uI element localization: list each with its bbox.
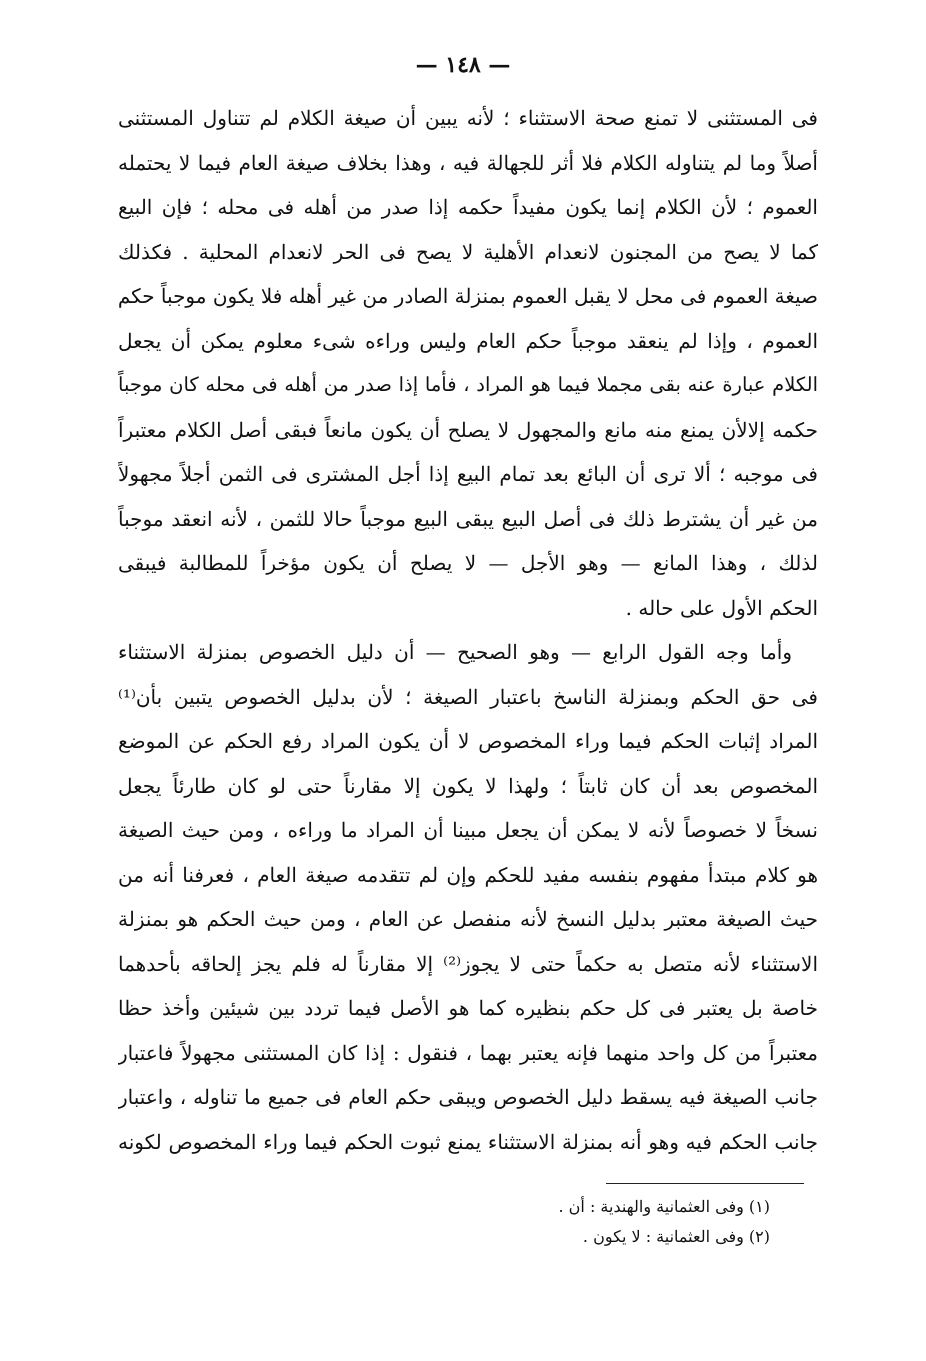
footnote: (٢) وفى العثمانية : لا يكون . xyxy=(582,1227,770,1246)
footnotes xyxy=(300,1192,770,1252)
text-line: العموم ، وإذا لم ينعقد موجباً حكم العام وليس وراءه شىء معلوم يمكن أن يجعل xyxy=(118,328,818,353)
text-line: الكلام عبارة عنه بقى مجملا فيما هو المراد ، فأما إذا صدر من أهله فى محله كان موجباً xyxy=(118,373,818,396)
text-line: هو كلام مبتدأ مفهوم بنفسه مفيد للحكم وإن لم تتقدمه صيغة العام ، فعرفنا أنه من xyxy=(118,862,818,887)
text-line: المخصوص بعد أن كان ثابتاً ؛ ولهذا لا يكون إلا مقارناً حتى لو كان طارئاً يجعل xyxy=(118,773,818,798)
text-line: جانب الصيغة فيه يسقط دليل الخصوص ويبقى حكم العام فى جميع ما تناوله ، واعتبار xyxy=(118,1085,818,1109)
text-line: فى المستثنى لا تمنع صحة الاستثناء ؛ لأنه يبين أن صيغة الكلام لم تتناول المستثنى xyxy=(118,106,818,130)
text-line: فى حق الحكم وبمنزلة الناسخ باعتبار الصيغة ؛ لأن بدليل الخصوص يتبين بأن⁽¹⁾ xyxy=(118,684,818,709)
text-line: الحكم الأول على حاله . xyxy=(625,595,818,620)
text-line: نسخاً لا خصوصاً لأنه لا يمكن أن يجعل مبينا أن المراد ما وراءه ، ومن حيث الصيغة xyxy=(118,818,818,842)
text-line: حيث الصيغة معتبر بدليل النسخ لأنه منفصل عن العام ، ومن حيث الحكم هو بمنزلة xyxy=(118,907,818,931)
text-line: كما لا يصح من المجنون لانعدام الأهلية لا يصح فى الحر لانعدام المحلية . فكذلك xyxy=(118,239,818,264)
paragraph-2 xyxy=(118,630,818,1164)
text-line: المراد إثبات الحكم فيما وراء المخصوص لا أن يكون المراد رفع الحكم عن الموضع xyxy=(118,729,818,753)
text-line: وأما وجه القول الرابع — وهو الصحيح — أن دليل الخصوص بمنزلة الاستثناء xyxy=(118,640,792,664)
footnote-divider xyxy=(606,1183,804,1184)
text-line: صيغة العموم فى محل لا يقبل العموم بمنزلة الصادر من غير أهله فلا يكون موجباً حكم xyxy=(118,284,818,308)
text-line: جانب الحكم فيه وهو أنه بمنزلة الاستثناء يمنع ثبوت الحكم فيما وراء المخصوص لكونه xyxy=(118,1129,818,1154)
text-line: الاستثناء لأنه متصل به حكماً حتى لا يجوز⁽²⁾ إلا مقارناً له فلم يجز إلحاقه بأحدهما xyxy=(118,951,818,976)
footnote: (١) وفى العثمانية والهندية : أن . xyxy=(558,1197,770,1216)
text-line: خاصة بل يعتبر فى كل حكم بنظيره كما هو الأصل فيما تردد بين شيئين وأخذ حظا xyxy=(118,996,818,1020)
text-line: العموم ؛ لأن الكلام إنما يكون مفيداً حكمه إذا صدر من أهله فى محله ؛ فإن البيع xyxy=(118,195,818,219)
text-line: لذلك ، وهذا المانع — وهو الأجل — لا يصلح أن يكون مؤخراً للمطالبة فيبقى xyxy=(118,551,818,575)
text-line: أصلاً وما لم يتناوله الكلام فلا أثر للجهالة فيه ، وهذا بخلاف صيغة العام فيما لا يحتمله xyxy=(118,150,818,175)
body-text xyxy=(118,96,818,1164)
text-line: فى موجبه ؛ ألا ترى أن البائع بعد تمام البيع إذا أجل المشترى فى الثمن أجلاً مجهولاً xyxy=(118,462,818,486)
paragraph-1 xyxy=(118,96,818,630)
text-line: معتبراً من كل واحد منهما فإنه يعتبر بهما ، فنقول : إذا كان المستثنى مجهولاً فاعتبار xyxy=(118,1040,818,1065)
text-line: من غير أن يشترط ذلك فى أصل البيع يبقى البيع موجباً حالا للثمن ، لأنه انعقد موجباً xyxy=(118,506,818,531)
page-number: — ١٤٨ — xyxy=(415,52,511,78)
text-line: حكمه إلالأن يمنع منه مانع والمجهول لا يصلح أن يكون مانعاً فبقى أصل الكلام معتبراً xyxy=(118,417,818,442)
